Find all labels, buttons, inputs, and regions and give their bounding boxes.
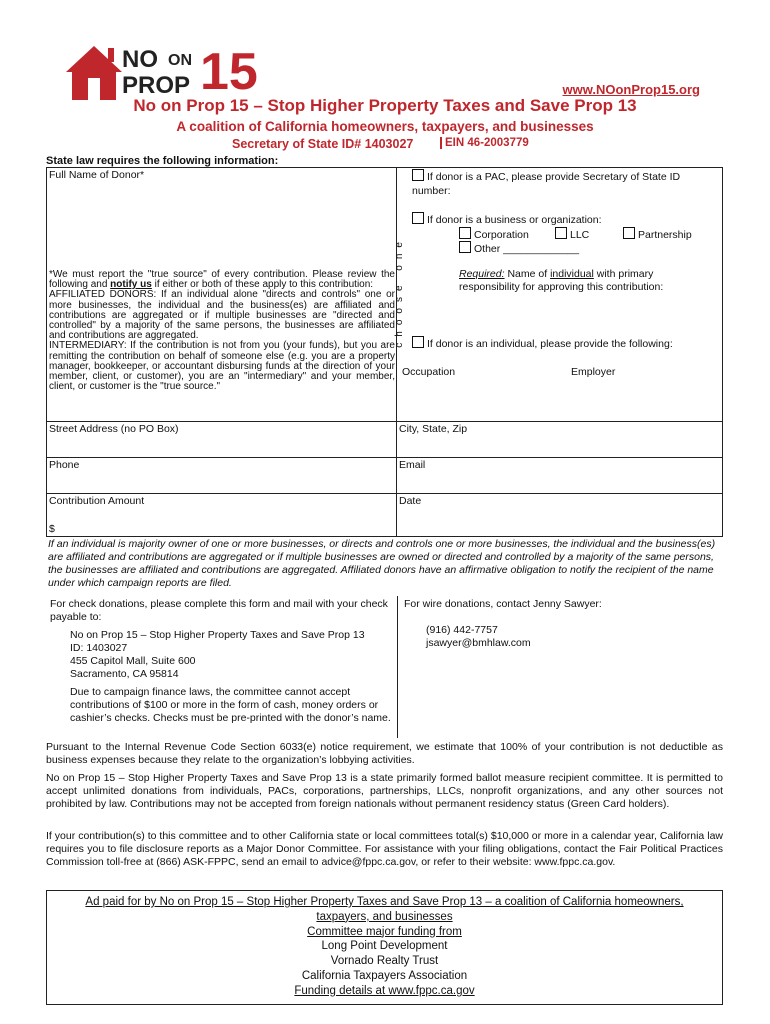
section-divider [397,596,398,738]
other-checkbox[interactable] [459,241,471,253]
corporation-label: Corporation [474,229,529,241]
choose-one-label: choose one [394,236,405,348]
business-option[interactable] [412,212,602,226]
dollar-sign: $ [49,523,55,535]
notify-us: notify us [110,279,152,291]
required-label: Required: [459,268,505,280]
email-label: Email [399,459,426,471]
check-id: ID: 1403027 [70,642,128,654]
required-individual: individual [550,268,594,280]
llc-label: LLC [570,229,590,241]
donor-type-panel [396,167,723,422]
page-title: No on Prop 15 – Stop Higher Property Taxes and Save Prop 13 [133,96,637,115]
logo-prop: PROP [122,72,191,99]
email-field[interactable] [396,457,723,494]
footer-line-4: Long Point Development [321,940,448,953]
street-address-field[interactable] [46,421,397,458]
required-text-b: with primary responsibility for approving this contribution: [459,268,664,293]
wire-intro: For wire donations, contact Jenny Sawyer: [404,598,602,610]
true-source-note [49,270,395,392]
amount-label: Contribution Amount [49,495,145,507]
logo-15: 15 [200,43,258,101]
irs-notice: Pursuant to the Internal Revenue Code Section 6033(e) notice requirement, we estimate that 100% of your contribution is not deductible as business expenses because they relate to the organization’s lobbying activities. [46,741,723,766]
disclosure-notice: If your contribution(s) to this committee and to other California state or local committees total(s) $10,000 or more in a calendar year, California law requires you to file disclosure reports as a Major Donor Committee. For assistance with your filing obligations, contact the Fair Political Practices Commission toll-free at (866) ASK-FPPC, send an email to advice@fppc.ca.gov, or refer to their website: www.fppc.ca.gov. [46,830,723,868]
true-source-text: *We must report the "true source" of every contribution. Please review the following and [49,269,395,291]
date-label: Date [399,495,422,507]
no-on-prop-15-logo [64,42,260,102]
business-option-label: If donor is a business or organization: [427,214,602,226]
partnership-option[interactable] [623,227,692,241]
wire-phone: (916) 442-7757 [426,624,498,636]
business-checkbox[interactable] [412,212,424,224]
logo-no: NO [122,46,158,73]
city-state-zip-field[interactable] [396,421,723,458]
date-field[interactable] [396,493,723,537]
occupation-label[interactable]: Occupation [402,366,456,378]
pac-option[interactable] [412,169,712,198]
street-label: Street Address (no PO Box) [49,423,179,435]
affiliate-note: If an individual is majority owner of one or more businesses, or directs and controls one or more businesses, the individual and the business(es) are affiliated and contributions are aggregated or if multiple businesses are owned or directed and controlled by a majority of the same persons, the businesses are affiliated and contributions are aggregated. Affiliated donors have an affirmative obligation to notify the recipient of the name under which campaign reports are filed. [48,538,716,589]
footer-line-1: Ad paid for by No on Prop 15 – Stop Higher Property Taxes and Save Prop 13 – a coalition of California homeowners, [85,896,684,908]
secretary-id: Secretary of State ID# 1403027 [232,137,414,151]
employer-label[interactable]: Employer [571,366,616,378]
partnership-checkbox[interactable] [623,227,635,239]
full-name-label: Full Name of Donor* [49,169,145,181]
llc-option[interactable] [555,227,589,241]
individual-option-label: If donor is an individual, please provide the following: [427,338,673,350]
committee-notice: No on Prop 15 – Stop Higher Property Taxes and Save Prop 13 is a state primarily formed ballot measure recipient committee. It is permitted to accept unlimited donations from individuals, PACs, corporations, partnerships, LLCs, nonprofit organizations, and any other sources not prohibited by law. Contributions may not be accepted from foreign nationals without permanent residency status (Green Card holders). [46,772,723,810]
page-subtitle: A coalition of California homeowners, taxpayers, and businesses [176,119,594,134]
phone-field[interactable] [46,457,397,494]
contribution-amount-field[interactable] [46,493,397,537]
required-text-a: Name of [507,268,548,280]
footer-line-2: taxpayers, and businesses [316,910,453,923]
logo-on: ON [168,52,192,69]
ein: EIN 46-2003779 [440,137,529,149]
check-street: 455 Capitol Mall, Suite 600 [70,655,196,667]
city-label: City, State, Zip [399,423,468,435]
check-city: Sacramento, CA 95814 [70,668,179,680]
paid-for-by-box [46,890,723,1005]
intermediary-text: INTERMEDIARY: If the contribution is not from you (your funds), but you are remitting the contribution on behalf of someone else (e.g. you are a property manager, bookkeeper, or accountant disbursing funds at the direction of your member, client, or customer), you are an "intermediary" and your member, client, or customer is the "true source." [49,340,395,393]
individual-checkbox[interactable] [412,336,424,348]
true-source-text-2: if either or both of these apply to this contribution: [154,279,374,291]
footer-line-3: Committee major funding from [307,925,462,938]
wire-email[interactable]: jsawyer@bmhlaw.com [426,637,531,649]
llc-checkbox[interactable] [555,227,567,239]
full-name-field[interactable] [46,167,397,422]
required-note [459,268,709,294]
corporation-option[interactable] [459,227,529,241]
pac-checkbox[interactable] [412,169,424,181]
footer-line-5: Vornado Realty Trust [330,955,439,968]
website-link[interactable]: www.NOonProp15.org [562,82,700,97]
affiliated-donors-text: AFFILIATED DONORS: If an individual alone "directs and controls" one or more businesses, the individual and the business(es) are affiliated and contributions are aggregated or if multiple businesses are "directed and controlled" by a majority of the same persons, the businesses are affiliated and contributions are aggregated. [49,289,395,342]
check-intro: For check donations, please complete this form and mail with your check payable to: [50,598,388,623]
state-law-heading: State law requires the following information: [46,155,279,167]
footer-line-6: California Taxpayers Association [301,969,468,982]
corporation-checkbox[interactable] [459,227,471,239]
other-option[interactable] [459,241,579,255]
individual-option[interactable] [412,336,673,350]
partnership-label: Partnership [638,229,692,241]
other-label: Other _____________ [474,243,580,255]
check-payee: No on Prop 15 – Stop Higher Property Taxes and Save Prop 13 [70,629,365,641]
footer-line-7[interactable]: Funding details at www.fppc.ca.gov [294,984,475,997]
check-address [70,629,395,681]
check-limit-note: Due to campaign finance laws, the committee cannot accept contributions of $100 or more in the form of cash, money orders or cashier’s checks. Checks must be pre-printed with the donor’s name. [70,686,391,724]
phone-label: Phone [49,459,80,471]
pac-option-label: If donor is a PAC, please provide Secretary of State ID number: [412,171,681,197]
